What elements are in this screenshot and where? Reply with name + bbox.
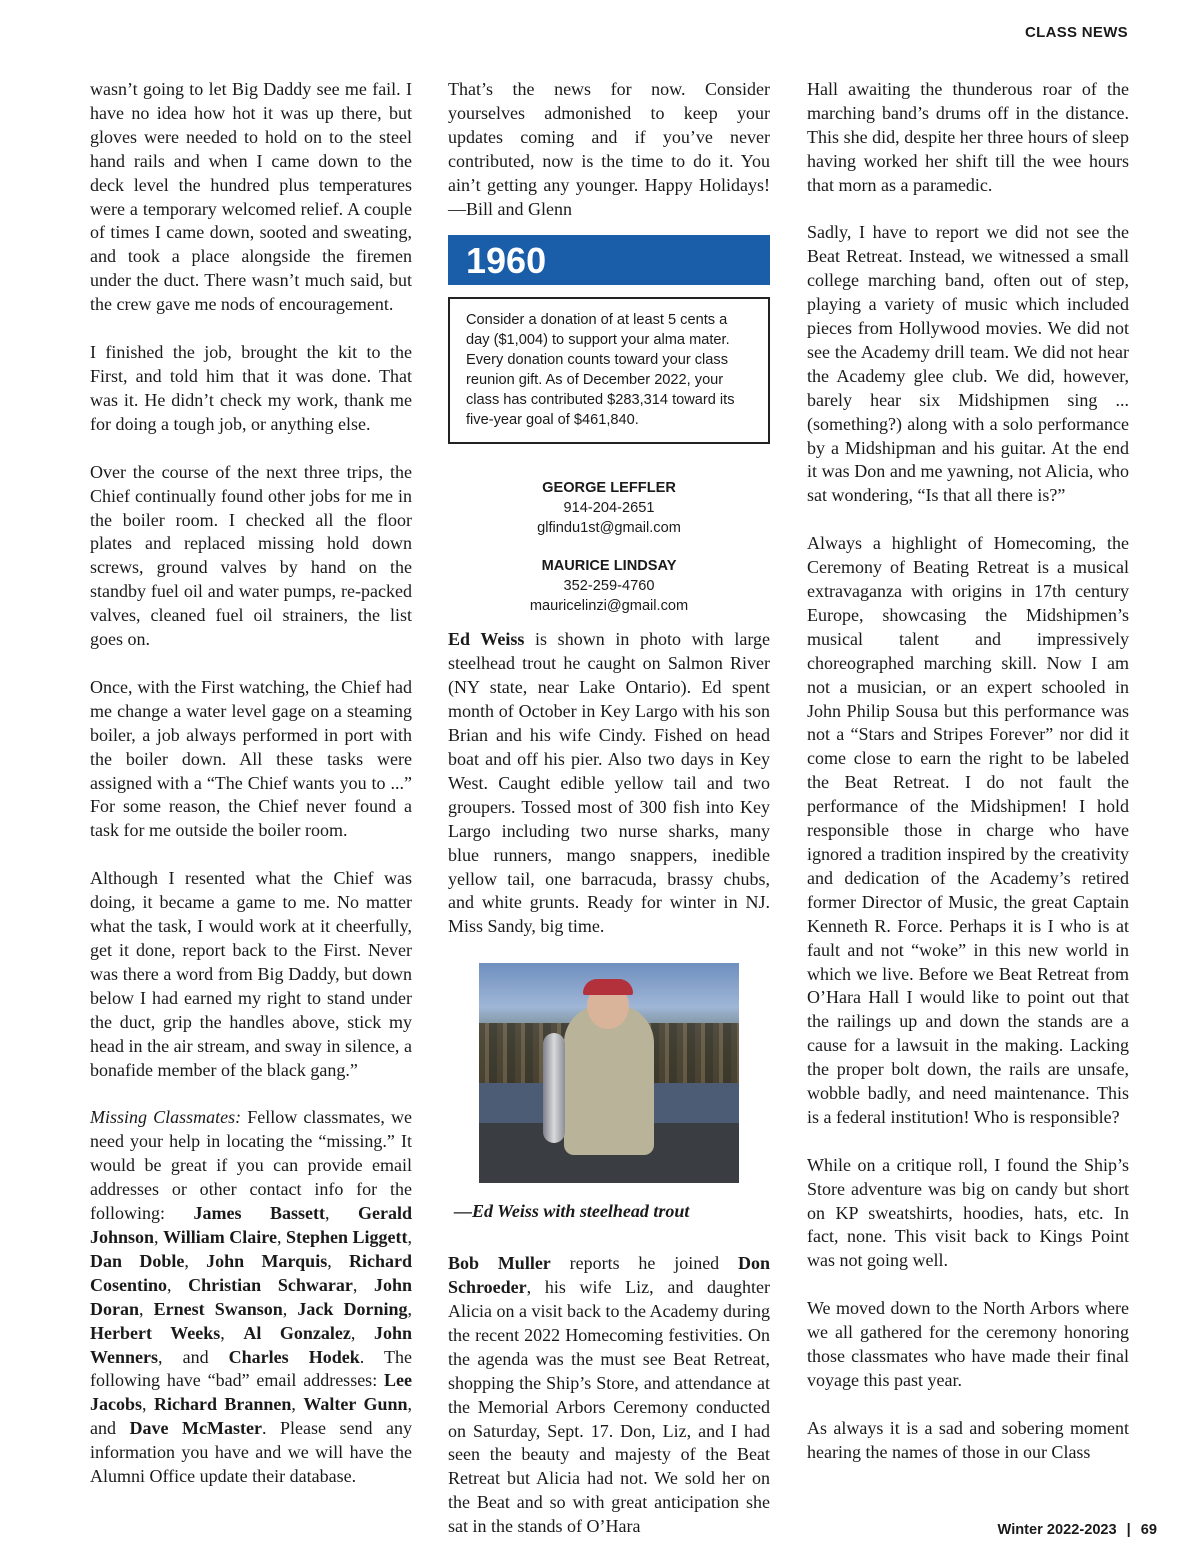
- paragraph: Over the course of the next three trips, the Chief continually found other jobs for me in the boiler room. I checked all the floor plates and replaced missing hold down screws, ground valves by hand on the standby fuel oil and water pumps, re-packed valves, cleaned fuel oil strainers, the list goes on.: [90, 461, 412, 650]
- classmate-name: Herbert Weeks: [90, 1322, 221, 1343]
- classmate-name: Dave McMaster: [129, 1418, 262, 1439]
- footer-separator: |: [1126, 1522, 1131, 1538]
- paragraph: While on a critique roll, I found the Ship’s Store adventure was big on candy but short on KP sweatshirts, hoodies, hats, etc. In fact, none. This visit back to Kings Point was not going well.: [807, 1154, 1129, 1271]
- photo-caption: —Ed Weiss with steelhead trout: [454, 1201, 690, 1222]
- classmate-name: Stephen Liggett: [285, 1226, 408, 1247]
- contact-name: MAURICE LINDSAY: [541, 558, 677, 575]
- classmate-name: Dan Doble: [90, 1250, 185, 1271]
- classmate-name: John Doran: [90, 1274, 413, 1319]
- contact-name: GEORGE LEFFLER: [542, 480, 676, 497]
- classmate-name: Ernest Swanson: [153, 1298, 283, 1319]
- person-name: Bob Muller: [448, 1253, 551, 1274]
- paragraph: We moved down to the North Arbors where we all gathered for the ceremony honoring those classmates who have made their final voyage this past year.: [807, 1298, 1129, 1390]
- missing-label: Missing Classmates:: [90, 1107, 242, 1128]
- paragraph: That’s the news for now. Consider yourselves admonished to keep your updates coming and if you’ve never contributed, now is the time to do it. You ain’t getting any younger. Happy Holidays! —Bill and Glenn: [448, 79, 770, 219]
- paragraph: Although I resented what the Chief was doing, it became a game to me. No matter what the task, I would work at it cheerfully, get it done, report back to the First. Never was there a word from Big Daddy, but down below I had earned my right to stand under the duct, grip the handles above, stick my head in the air stream, and sway in silence, a bonafide member of the black gang.”: [90, 868, 412, 1080]
- contact-phone: 352-259-4760: [563, 578, 655, 595]
- contact-card: [448, 556, 770, 616]
- classmate-name: John Wenners: [90, 1322, 413, 1367]
- class-contacts: [448, 478, 770, 616]
- page-number: 69: [1140, 1522, 1157, 1538]
- column-3: [807, 78, 1129, 1488]
- contact-email[interactable]: mauricelinzi@gmail.com: [529, 598, 689, 615]
- contact-email[interactable]: glfindu1st@gmail.com: [537, 520, 681, 537]
- paragraph: Always a highlight of Homecoming, the Ceremony of Beating Retreat is a musical extravaganza with origins in 17th century Europe, showcasing the Midshipmen’s musical talent and impressively choreographed marching skill. Now I am not a musician, or an expert schooled in John Philip Sousa but this performance was not a “Stars and Stripes Forever” nor did it come close to earn the right to be labeled the Beat Retreat. I do not fault the performance of the Midshipmen! I hold responsible those in charge who have ignored a tradition inspired by the creativity and dedication of the Academy’s retired former Director of Music, the great Captain Kenneth R. Force. Perhaps it is I who is at fault and not “woke” in this new world in which we live. Before we Beat Retreat from O’Hara Hall I would like to point out that the railings up and down the stands are a cause for a lawsuit in the making. Lacking the proper bolt down, the rails are unsafe, wobble badly, and need maintenance. This is a federal institution! Who is responsible?: [807, 533, 1129, 1127]
- contact-card: [448, 478, 770, 538]
- donation-box: Consider a donation of at least 5 cents a day ($1,004) to support your alma mater. Every donation counts toward your class reunion gift. As of December 2022, your class has contributed $283,314 toward its five-year goal of $461,840.: [448, 297, 770, 444]
- missing-classmates-paragraph: Missing Classmates: Fellow classmates, we need your help in locating the “missing.” It would be great if you can provide email addresses or other contact info for the following: James Bassett, Gerald Johnson, William Claire, Stephen Liggett, Dan Doble, John Marquis, Richard Cosentino, Christian Schwarar, John Doran, Ernest Swanson, Jack Dorning, Herbert Weeks, Al Gonzalez, John Wenners, and Charles Hodek. The following have “bad” email addresses: Lee Jacobs, Richard Brannen, Walter Gunn, and Dave McMaster. Please send any information you have and we will have the Alumni Office update their database.: [90, 1107, 413, 1487]
- column-2: [448, 78, 770, 1563]
- classmate-name: Charles Hodek: [228, 1346, 360, 1367]
- page-footer: [998, 1522, 1157, 1538]
- classmate-name: Jack Dorning: [297, 1298, 408, 1319]
- paragraph: Bob Muller reports he joined Don Schroeder, his wife Liz, and daughter Alicia on a visit back to the Academy during the recent 2022 Homecoming festivities. On the agenda was the must see Beat Retreat, shopping the Ship’s Store, and attendance at the Memorial Arbors Ceremony conducted on Saturday, Sept. 17. Don, Liz, and I had seen the beauty and majesty of the Beat Retreat but Alicia had not. We sold her on the Beat and so with great anticipation she sat in the stands of O’Hara: [448, 1253, 771, 1537]
- classmate-name: Richard Cosentino: [90, 1250, 413, 1295]
- classmate-name: Walter Gunn: [303, 1394, 408, 1415]
- classmate-name: Gerald Johnson: [90, 1203, 413, 1247]
- paragraph: Sadly, I have to report we did not see the Beat Retreat. Instead, we witnessed a small college marching band, often out of step, playing a variety of music which included pieces from Hollywood movies. We did not see the Academy drill team. We did not hear the Academy glee club. We did, however, barely hear six Midshipmen sing ... (something?) along with a solo performance by a Midshipman and his guitar. At the end it was Don and me yawning, not Alicia, who sat wondering, “Is that all there is?”: [807, 222, 1129, 506]
- paragraph: Hall awaiting the thunderous roar of the marching band’s drums off in the distance. This she did, despite her three hours of sleep having worked her shift till the wee hours that morn as a paramedic.: [807, 79, 1129, 195]
- classmate-name: Christian Schwarar: [188, 1274, 353, 1295]
- classmate-name: Al Gonzalez: [243, 1322, 351, 1343]
- paragraph: Once, with the First watching, the Chief had me change a water level gage on a steaming boiler, a job always performed in port with the boiler down. All these tasks were assigned with a “The Chief wants you to ...” For some reason, the Chief never found a task for me outside the boiler room.: [90, 676, 412, 841]
- paragraph: I finished the job, brought the kit to the First, and told him that it was done. That was it. He didn’t check my work, thank me for doing a tough job, or anything else.: [90, 342, 412, 434]
- classmate-name: John Marquis: [206, 1250, 328, 1271]
- bad-email-names-list: Lee Jacobs, Richard Brannen, Walter Gunn: [90, 1370, 412, 1415]
- column-1: [90, 78, 412, 1513]
- class-year-banner: 1960: [448, 235, 770, 285]
- contact-phone: 914-204-2651: [563, 500, 655, 517]
- ed-weiss-photo: [479, 963, 739, 1183]
- section-label: CLASS NEWS: [1024, 24, 1128, 41]
- issue-label: Winter 2022-2023: [997, 1522, 1117, 1538]
- classmate-name: James Bassett: [193, 1203, 326, 1224]
- paragraph: Ed Weiss is shown in photo with large steelhead trout he caught on Salmon River (NY state, near Lake Ontario). Ed spent month of October in Key Largo with his son Brian and his wife Cindy. Fished on head boat and off his pier. Also two days in Key West. Caught edible yellow tail and two groupers. Tossed most of 300 fish into Key Largo including two nurse sharks, many blue runners, mango snappers, inedible yellow tail, one barracuda, brassy chubs, and white grunts. Ready for winter in NJ. Miss Sandy, big time.: [448, 629, 770, 937]
- classmate-name: Lee Jacobs: [90, 1370, 412, 1415]
- paragraph: wasn’t going to let Big Daddy see me fail. I have no idea how hot it was up there, but gloves were needed to hold on to the steel hand rails and when I came down to the deck level the hundred plus temperatures were a temporary welcomed relief. A couple of times I came down, sooted and sweating, and took a place alongside the firemen under the duct. There wasn’t much said, but the crew gave me nods of encouragement.: [90, 79, 412, 315]
- person-name: Ed Weiss: [448, 629, 525, 650]
- classmate-name: Richard Brannen: [153, 1394, 292, 1415]
- missing-names-list: James Bassett, Gerald Johnson, William Claire, Stephen Liggett, Dan Doble, John Marquis, Richard Cosentino, Christian Schwarar, John Doran, Ernest Swanson, Jack Dorning, Herbert Weeks, Al Gonzalez, John Wenners: [90, 1203, 413, 1367]
- paragraph: As always it is a sad and sobering moment hearing the names of those in our Class: [807, 1417, 1129, 1462]
- person-name: Don Schroeder: [448, 1253, 771, 1298]
- classmate-name: William Claire: [163, 1226, 277, 1247]
